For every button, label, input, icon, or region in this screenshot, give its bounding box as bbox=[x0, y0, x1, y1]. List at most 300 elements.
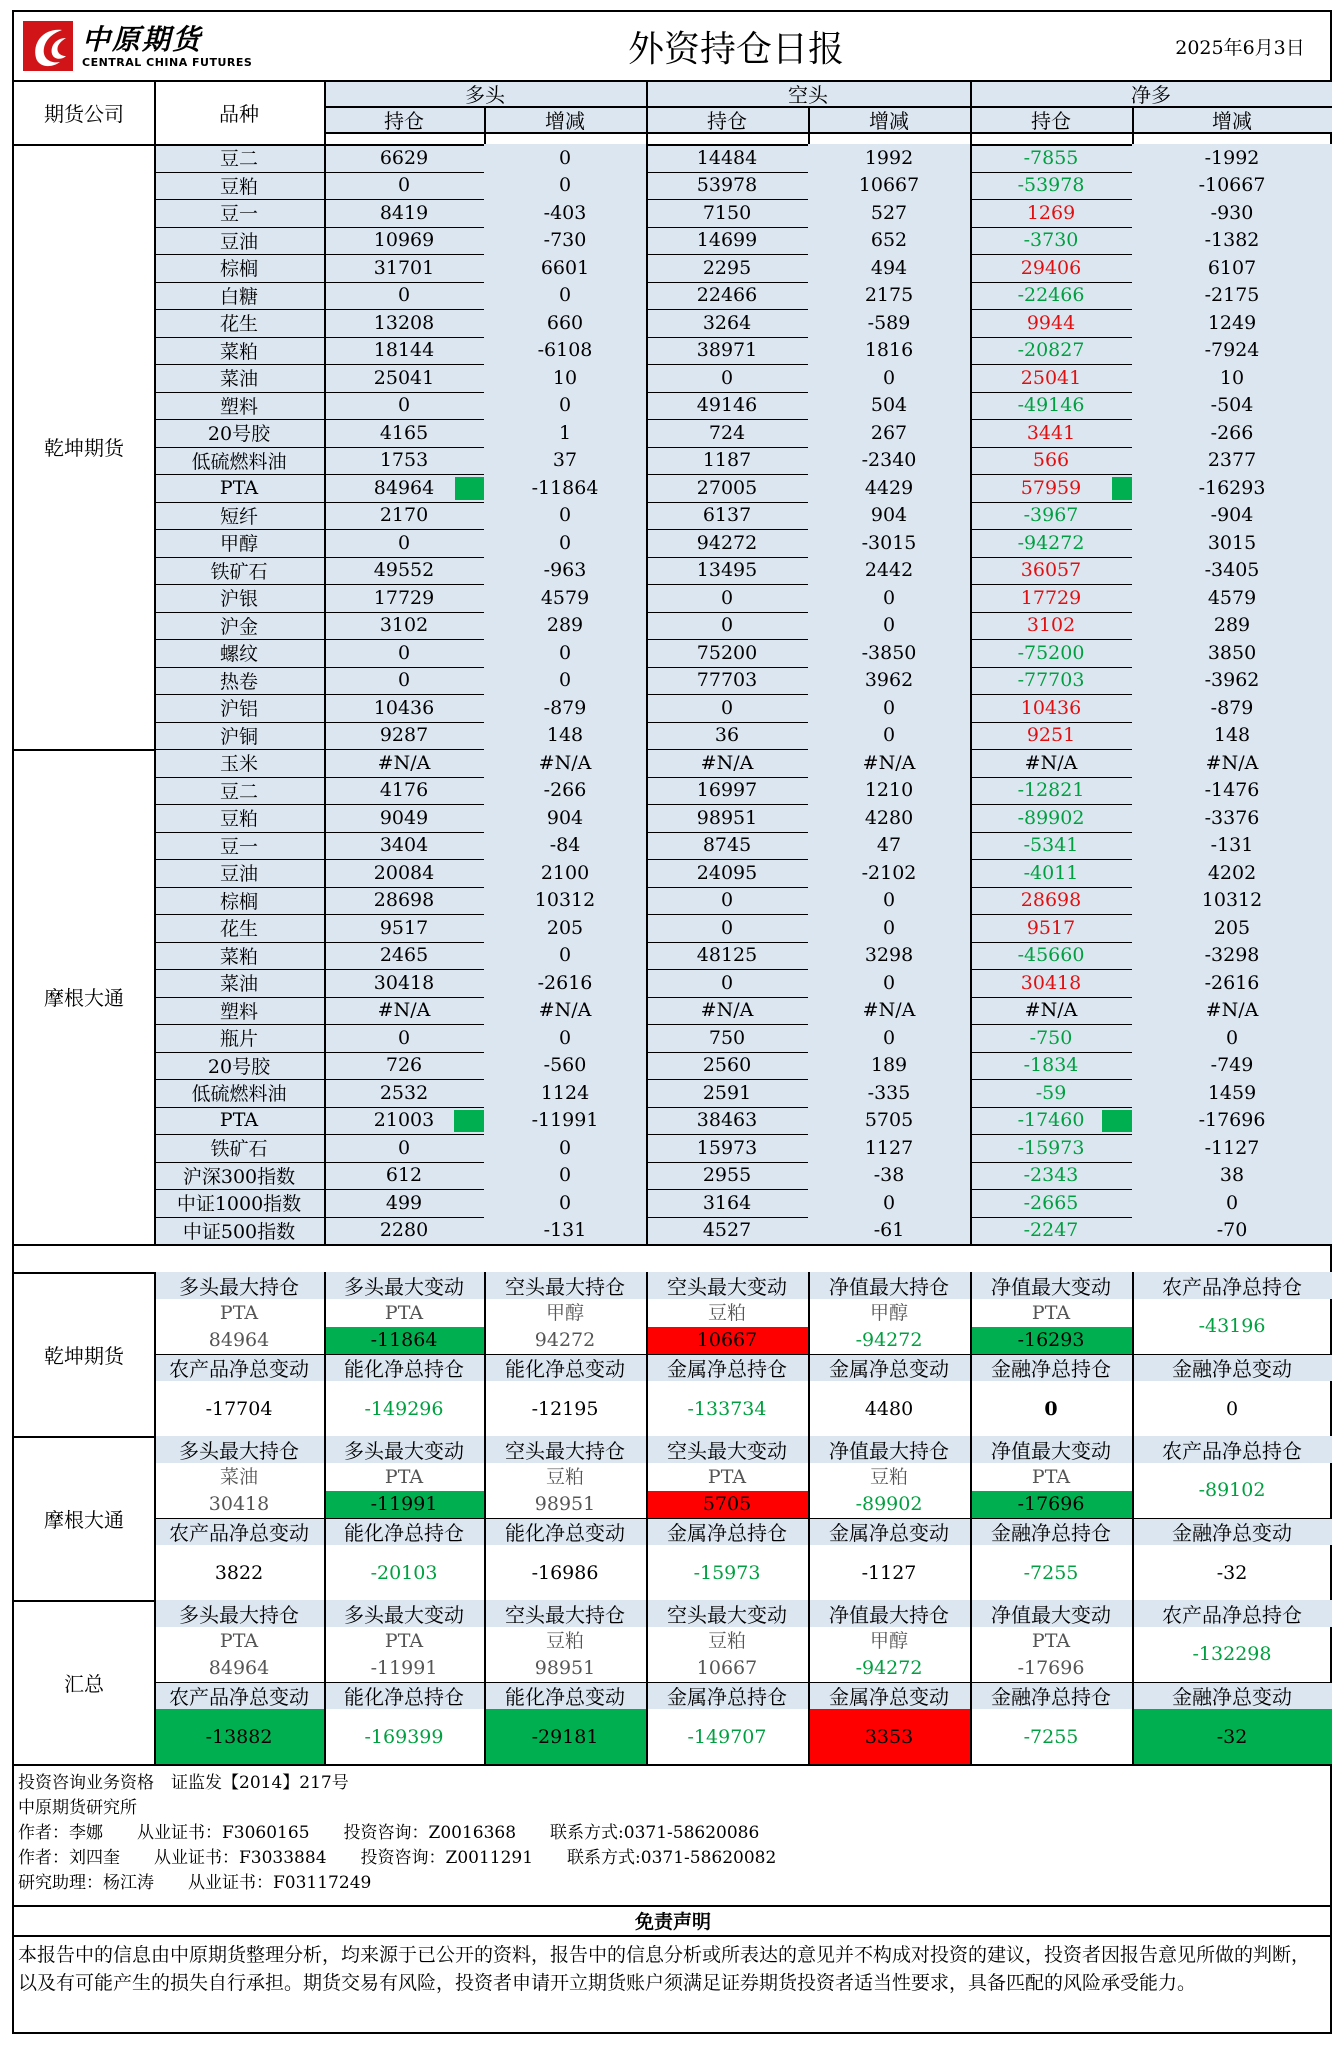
value-text: #N/A bbox=[377, 751, 431, 774]
data-cell bbox=[324, 639, 484, 667]
data-cell bbox=[324, 337, 484, 365]
data-cell bbox=[324, 364, 484, 392]
data-cell bbox=[808, 309, 970, 337]
value-text: -1992 bbox=[1204, 146, 1260, 169]
rule bbox=[154, 1354, 1332, 1355]
value-text: 10436 bbox=[1020, 696, 1082, 719]
value-text: 652 bbox=[870, 229, 908, 252]
data-cell bbox=[1132, 172, 1332, 200]
value-text: -20827 bbox=[1017, 339, 1085, 362]
data-cell bbox=[970, 557, 1132, 585]
value-text: -403 bbox=[543, 201, 587, 224]
logo bbox=[14, 12, 324, 80]
value-text: 1124 bbox=[540, 1081, 590, 1104]
value-text: PTA bbox=[219, 1109, 259, 1132]
value-text: 0 bbox=[397, 1136, 411, 1159]
value-text: 9049 bbox=[379, 806, 429, 829]
value-text: -750 bbox=[1029, 1026, 1073, 1049]
data-cell bbox=[646, 1079, 808, 1107]
summary-number: -94272 bbox=[855, 1656, 923, 1679]
firm-name: 摩根大通 bbox=[44, 986, 124, 1010]
data-cell bbox=[1132, 1134, 1332, 1162]
data-cell bbox=[646, 722, 808, 750]
summary-number: -11991 bbox=[370, 1656, 438, 1679]
data-cell bbox=[646, 1189, 808, 1217]
summary-value bbox=[484, 1463, 646, 1518]
data-cell bbox=[324, 1217, 484, 1245]
data-cell bbox=[1132, 942, 1332, 970]
value-text: 13495 bbox=[696, 559, 758, 582]
value-text: 20号胶 bbox=[207, 423, 271, 446]
logo-en: CENTRAL CHINA FUTURES bbox=[82, 55, 253, 69]
value-text: #N/A bbox=[377, 999, 431, 1022]
value-text: 21003 bbox=[373, 1109, 435, 1132]
data-cell bbox=[324, 584, 484, 612]
value-text: 1753 bbox=[379, 449, 429, 472]
value-text: #N/A bbox=[1024, 751, 1078, 774]
summary-number: -132298 bbox=[1192, 1643, 1272, 1665]
value-text: 0 bbox=[558, 1191, 572, 1214]
value-text: 14484 bbox=[696, 146, 758, 169]
data-cell bbox=[808, 777, 970, 805]
value-text: 3015 bbox=[1207, 531, 1257, 554]
data-cell bbox=[1132, 199, 1332, 227]
rule bbox=[154, 1518, 1332, 1519]
data-cell bbox=[1132, 1107, 1332, 1135]
value-text: 沪金 bbox=[219, 615, 258, 638]
data-cell bbox=[484, 832, 646, 860]
value-text: 13208 bbox=[373, 311, 435, 334]
value-text: 14699 bbox=[696, 229, 758, 252]
summary-label: 金融净总持仓 bbox=[970, 1682, 1132, 1709]
data-cell bbox=[808, 749, 970, 777]
data-cell bbox=[484, 859, 646, 887]
value-text: 0 bbox=[558, 394, 572, 417]
data-cell bbox=[646, 337, 808, 365]
summary-number: -17696 bbox=[970, 1491, 1132, 1518]
value-text: 4527 bbox=[702, 1219, 752, 1242]
summary-label: 净值最大持仓 bbox=[808, 1272, 970, 1299]
data-cell bbox=[808, 832, 970, 860]
value-text: 566 bbox=[1032, 449, 1070, 472]
summary-value bbox=[154, 1299, 324, 1354]
value-text: 3102 bbox=[379, 614, 429, 637]
data-cell bbox=[1132, 227, 1332, 255]
summary-label: 农产品净总持仓 bbox=[1132, 1272, 1332, 1299]
data-cell bbox=[1132, 667, 1332, 695]
value-text: -11864 bbox=[531, 476, 599, 499]
value-text: 6601 bbox=[540, 256, 590, 279]
value-text: 3850 bbox=[1207, 641, 1257, 664]
data-cell bbox=[324, 502, 484, 530]
data-cell bbox=[324, 1052, 484, 1080]
data-cell bbox=[1132, 529, 1332, 557]
value-text: -75200 bbox=[1017, 641, 1085, 664]
data-cell bbox=[970, 337, 1132, 365]
summary-label: 多头最大变动 bbox=[324, 1436, 484, 1463]
summary-label: 金融净总持仓 bbox=[970, 1518, 1132, 1545]
summary-label: 空头最大持仓 bbox=[484, 1600, 646, 1627]
rule bbox=[14, 1935, 1332, 1937]
header-change: 增减 bbox=[1132, 106, 1332, 132]
value-text: 0 bbox=[558, 641, 572, 664]
value-text: 53978 bbox=[696, 174, 758, 197]
value-text: 1992 bbox=[864, 146, 914, 169]
variety-cell bbox=[154, 1134, 324, 1162]
data-cell bbox=[646, 1107, 808, 1135]
value-text: -89902 bbox=[1017, 806, 1085, 829]
summary-label: 能化净总变动 bbox=[484, 1682, 646, 1709]
variety-cell bbox=[154, 1024, 324, 1052]
data-cell bbox=[646, 859, 808, 887]
summary-number: 84964 bbox=[208, 1328, 270, 1351]
summary-number: -11864 bbox=[324, 1327, 484, 1354]
value-text: -2665 bbox=[1023, 1191, 1079, 1214]
summary-variety: 甲醇 bbox=[869, 1629, 908, 1652]
data-cell bbox=[808, 1024, 970, 1052]
value-text: 148 bbox=[1213, 724, 1251, 747]
header-net: 净多 bbox=[970, 80, 1332, 106]
value-text: 豆油 bbox=[219, 230, 258, 253]
variety-cell bbox=[154, 337, 324, 365]
summary-variety: PTA bbox=[219, 1629, 259, 1652]
summary-value bbox=[808, 1463, 970, 1518]
data-cell bbox=[484, 474, 646, 502]
data-cell bbox=[970, 694, 1132, 722]
value-text: -10667 bbox=[1198, 174, 1266, 197]
summary-total: 3353 bbox=[808, 1709, 970, 1764]
variety-cell bbox=[154, 1162, 324, 1190]
value-text: -1476 bbox=[1204, 779, 1260, 802]
value-text: 3264 bbox=[702, 311, 752, 334]
variety-cell bbox=[154, 777, 324, 805]
value-text: -1834 bbox=[1023, 1054, 1079, 1077]
summary-variety: PTA bbox=[384, 1629, 424, 1652]
data-cell bbox=[808, 254, 970, 282]
data-cell bbox=[1132, 1079, 1332, 1107]
data-cell bbox=[808, 584, 970, 612]
variety-cell bbox=[154, 722, 324, 750]
value-text: 甲醇 bbox=[219, 533, 258, 556]
summary-label: 多头最大持仓 bbox=[154, 1272, 324, 1299]
value-text: -2175 bbox=[1204, 284, 1260, 307]
value-text: 0 bbox=[558, 1164, 572, 1187]
value-text: 螺纹 bbox=[219, 643, 258, 666]
summary-value bbox=[646, 1627, 808, 1682]
value-text: 3962 bbox=[864, 669, 914, 692]
value-text: 菜油 bbox=[219, 368, 258, 391]
rule bbox=[14, 80, 1332, 82]
data-cell bbox=[1132, 997, 1332, 1025]
value-text: 3404 bbox=[379, 834, 429, 857]
value-text: 0 bbox=[558, 146, 572, 169]
value-text: -3962 bbox=[1204, 669, 1260, 692]
data-cell bbox=[484, 694, 646, 722]
value-text: -266 bbox=[543, 779, 587, 802]
value-text: 9251 bbox=[1026, 724, 1076, 747]
variety-cell bbox=[154, 804, 324, 832]
data-cell bbox=[1132, 1052, 1332, 1080]
value-text: -589 bbox=[867, 311, 911, 334]
value-text: 0 bbox=[558, 944, 572, 967]
header-position: 持仓 bbox=[646, 106, 808, 132]
summary-label: 多头最大持仓 bbox=[154, 1436, 324, 1463]
value-text: 2442 bbox=[864, 559, 914, 582]
summary-total: -149296 bbox=[364, 1397, 444, 1420]
value-text: 2955 bbox=[702, 1164, 752, 1187]
value-text: #N/A bbox=[538, 999, 592, 1022]
value-text: 9517 bbox=[1026, 916, 1076, 939]
summary-number: 98951 bbox=[534, 1492, 596, 1515]
data-cell bbox=[1132, 722, 1332, 750]
value-text: -2247 bbox=[1023, 1219, 1079, 1242]
value-text: 0 bbox=[720, 889, 734, 912]
value-text: 2532 bbox=[379, 1081, 429, 1104]
variety-cell bbox=[154, 227, 324, 255]
data-cell bbox=[970, 914, 1132, 942]
data-cell bbox=[646, 942, 808, 970]
data-cell bbox=[808, 1079, 970, 1107]
data-cell bbox=[970, 474, 1132, 502]
data-cell bbox=[970, 584, 1132, 612]
disclaimer-title: 免责声明 bbox=[634, 1910, 711, 1933]
summary-value bbox=[646, 1463, 808, 1518]
variety-cell bbox=[154, 667, 324, 695]
data-cell bbox=[646, 199, 808, 227]
footer-line: 研究助理：杨江涛 从业证书：F03117249 bbox=[18, 1873, 372, 1893]
value-text: -11991 bbox=[531, 1109, 599, 1132]
value-text: 28698 bbox=[1020, 889, 1082, 912]
value-text: -4011 bbox=[1023, 861, 1079, 884]
value-text: 2295 bbox=[702, 256, 752, 279]
summary-variety: PTA bbox=[219, 1301, 259, 1324]
data-cell bbox=[808, 1052, 970, 1080]
summary-label: 金融净总持仓 bbox=[970, 1354, 1132, 1381]
value-text: 25041 bbox=[373, 366, 435, 389]
data-cell bbox=[970, 942, 1132, 970]
data-cell bbox=[484, 502, 646, 530]
value-text: 98951 bbox=[696, 806, 758, 829]
data-cell bbox=[970, 227, 1132, 255]
value-text: 1127 bbox=[864, 1136, 914, 1159]
data-cell bbox=[970, 529, 1132, 557]
summary-label: 净值最大持仓 bbox=[808, 1436, 970, 1463]
data-cell bbox=[970, 447, 1132, 475]
summary-number: 94272 bbox=[534, 1328, 596, 1351]
value-text: 0 bbox=[558, 284, 572, 307]
data-cell bbox=[970, 832, 1132, 860]
variety-cell bbox=[154, 997, 324, 1025]
data-cell bbox=[484, 144, 646, 172]
data-cell bbox=[646, 364, 808, 392]
data-cell bbox=[324, 832, 484, 860]
value-text: 0 bbox=[882, 696, 896, 719]
summary-label: 金融净总变动 bbox=[1132, 1518, 1332, 1545]
data-cell bbox=[646, 447, 808, 475]
summary-label: 空头最大持仓 bbox=[484, 1436, 646, 1463]
data-cell bbox=[324, 804, 484, 832]
value-text: 494 bbox=[870, 256, 908, 279]
data-cell bbox=[1132, 1024, 1332, 1052]
summary-value bbox=[808, 1627, 970, 1682]
value-text: 0 bbox=[558, 504, 572, 527]
summary-variety: 豆粕 bbox=[707, 1301, 746, 1324]
summary-label: 金融净总变动 bbox=[1132, 1354, 1332, 1381]
value-text: 中证1000指数 bbox=[176, 1193, 302, 1216]
variety-cell bbox=[154, 749, 324, 777]
value-text: -730 bbox=[543, 229, 587, 252]
data-cell bbox=[646, 144, 808, 172]
value-text: 豆二 bbox=[219, 780, 258, 803]
summary-label: 金属净总持仓 bbox=[646, 1354, 808, 1381]
value-text: 612 bbox=[385, 1164, 423, 1187]
summary-variety: PTA bbox=[1031, 1465, 1071, 1488]
data-cell bbox=[484, 1134, 646, 1162]
value-text: 10312 bbox=[1201, 889, 1263, 912]
data-cell bbox=[646, 777, 808, 805]
value-text: -3015 bbox=[861, 531, 917, 554]
value-text: 4579 bbox=[540, 586, 590, 609]
summary-total: -32 bbox=[1216, 1561, 1248, 1584]
data-cell bbox=[970, 144, 1132, 172]
value-text: 瓶片 bbox=[219, 1028, 258, 1051]
value-text: -77703 bbox=[1017, 669, 1085, 692]
summary-variety: PTA bbox=[707, 1465, 747, 1488]
data-cell bbox=[324, 777, 484, 805]
data-cell bbox=[324, 309, 484, 337]
summary-label: 能化净总变动 bbox=[484, 1518, 646, 1545]
data-cell bbox=[646, 557, 808, 585]
value-text: 0 bbox=[397, 531, 411, 554]
data-cell bbox=[970, 969, 1132, 997]
rule bbox=[324, 132, 1332, 134]
value-text: -61 bbox=[873, 1219, 905, 1242]
summary-value bbox=[1132, 1627, 1332, 1682]
summary-total: 0 bbox=[1044, 1397, 1058, 1420]
value-text: 沪铝 bbox=[219, 698, 258, 721]
value-text: 75200 bbox=[696, 641, 758, 664]
summary-total: -16986 bbox=[531, 1561, 599, 1584]
value-text: -12821 bbox=[1017, 779, 1085, 802]
data-cell bbox=[1132, 584, 1332, 612]
data-cell bbox=[324, 254, 484, 282]
data-cell bbox=[970, 419, 1132, 447]
summary-variety: PTA bbox=[384, 1465, 424, 1488]
value-text: 0 bbox=[720, 916, 734, 939]
variety-cell bbox=[154, 584, 324, 612]
value-text: 0 bbox=[558, 669, 572, 692]
value-text: 2175 bbox=[864, 284, 914, 307]
summary-value bbox=[154, 1627, 324, 1682]
value-text: 289 bbox=[1213, 614, 1251, 637]
value-text: 6107 bbox=[1207, 256, 1257, 279]
header-position: 持仓 bbox=[324, 106, 484, 132]
value-text: 9944 bbox=[1026, 311, 1076, 334]
variety-cell bbox=[154, 172, 324, 200]
data-cell bbox=[324, 282, 484, 310]
data-cell bbox=[646, 1217, 808, 1245]
value-text: -84 bbox=[549, 834, 581, 857]
value-text: 47 bbox=[876, 834, 902, 857]
summary-number: -16293 bbox=[970, 1327, 1132, 1354]
summary-total: -15973 bbox=[693, 1561, 761, 1584]
value-text: 904 bbox=[546, 806, 584, 829]
value-text: #N/A bbox=[862, 999, 916, 1022]
value-text: 49552 bbox=[373, 559, 435, 582]
data-cell bbox=[646, 1134, 808, 1162]
company-logo-icon bbox=[22, 20, 74, 72]
data-cell bbox=[808, 1107, 970, 1135]
data-cell bbox=[970, 612, 1132, 640]
data-cell bbox=[970, 199, 1132, 227]
value-text: 0 bbox=[397, 641, 411, 664]
value-text: 花生 bbox=[219, 313, 258, 336]
data-cell bbox=[808, 887, 970, 915]
summary-value bbox=[1132, 1463, 1332, 1518]
value-text: 17729 bbox=[1020, 586, 1082, 609]
value-text: -17696 bbox=[1198, 1109, 1266, 1132]
value-text: -94272 bbox=[1017, 531, 1085, 554]
variety-cell bbox=[154, 392, 324, 420]
data-cell bbox=[484, 529, 646, 557]
summary-label: 净值最大变动 bbox=[970, 1600, 1132, 1627]
value-text: 24095 bbox=[696, 861, 758, 884]
data-cell bbox=[484, 364, 646, 392]
value-text: 0 bbox=[882, 1191, 896, 1214]
variety-cell bbox=[154, 364, 324, 392]
value-text: -131 bbox=[1210, 834, 1254, 857]
data-cell bbox=[970, 1024, 1132, 1052]
value-text: 0 bbox=[720, 366, 734, 389]
data-cell bbox=[970, 777, 1132, 805]
data-cell bbox=[484, 612, 646, 640]
data-cell bbox=[484, 419, 646, 447]
data-cell bbox=[1132, 144, 1332, 172]
data-cell bbox=[970, 722, 1132, 750]
data-cell bbox=[484, 1079, 646, 1107]
value-text: 7150 bbox=[702, 201, 752, 224]
variety-cell bbox=[154, 612, 324, 640]
value-text: 4280 bbox=[864, 806, 914, 829]
value-text: 36057 bbox=[1020, 559, 1082, 582]
variety-cell bbox=[154, 1189, 324, 1217]
data-cell bbox=[1132, 364, 1332, 392]
variety-cell bbox=[154, 914, 324, 942]
variety-cell bbox=[154, 419, 324, 447]
data-cell bbox=[324, 529, 484, 557]
data-cell bbox=[484, 749, 646, 777]
data-cell bbox=[646, 914, 808, 942]
data-cell bbox=[1132, 639, 1332, 667]
value-text: 84964 bbox=[373, 476, 435, 499]
summary-value bbox=[154, 1463, 324, 1518]
variety-cell bbox=[154, 1052, 324, 1080]
summary-variety: 豆粕 bbox=[545, 1465, 584, 1488]
summary-number: 84964 bbox=[208, 1656, 270, 1679]
data-cell bbox=[646, 639, 808, 667]
data-cell bbox=[1132, 254, 1332, 282]
value-text: 低硫燃料油 bbox=[191, 1083, 287, 1106]
data-cell bbox=[646, 172, 808, 200]
value-text: -70 bbox=[1216, 1219, 1248, 1242]
data-cell bbox=[970, 172, 1132, 200]
summary-total: 3822 bbox=[214, 1561, 264, 1584]
value-text: -335 bbox=[867, 1081, 911, 1104]
summary-total: 0 bbox=[1225, 1397, 1239, 1420]
data-cell bbox=[646, 529, 808, 557]
value-text: 铁矿石 bbox=[210, 560, 268, 583]
value-text: -3405 bbox=[1204, 559, 1260, 582]
